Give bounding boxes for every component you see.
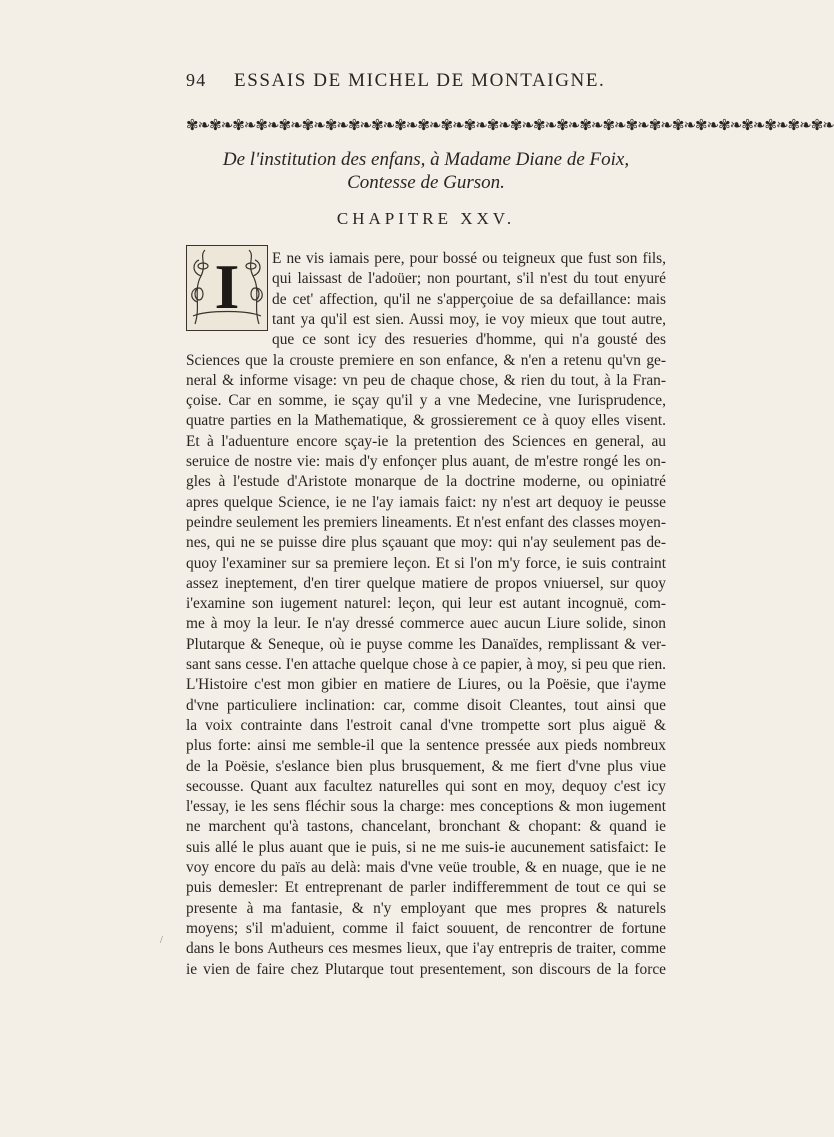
body-line: nes, qui ne se puisse dire plus sçauant que moy: qui n'ay seulement pas de-	[186, 534, 666, 552]
page-number: 94	[186, 70, 207, 90]
body-line: Plutarque & Seneque, où ie puyse comme les Danaïdes, remplissant & ver-	[186, 635, 666, 653]
body-line: apres quelque Science, ie ne l'ay iamais faict: ny n'est art dequoy ie peusse	[186, 493, 666, 511]
body-line: L'Histoire c'est mon gibier en matiere de Liures, ou la Poësie, que i'ayme	[186, 676, 666, 694]
initial-letter: I	[214, 251, 240, 322]
body-line: qui laissast de l'adoüer; non pourtant, s'il n'est du tout enyuré	[272, 270, 666, 288]
body-line: Et à l'aduenture encore sçay-ie la pretention des Sciences en general, au	[186, 432, 666, 450]
running-head-title: ESSAIS DE MICHEL DE MONTAIGNE.	[234, 70, 606, 91]
body-line: i'examine son iugement naturel: leçon, qui leur est autant incognuë, com-	[186, 595, 666, 613]
body-line: moyens; s'il m'aduient, comme il faict souuent, de rencontrer de fortune	[186, 919, 666, 937]
chapter-title-line: Contesse de Gurson.	[347, 172, 505, 193]
body-line: d'vne particuliere inclination: car, comme disoit Cleantes, tout ainsi que	[186, 696, 666, 714]
body-line: peindre seulement les premiers lineaments. Et n'est enfant des classes moyen-	[186, 513, 666, 531]
body-line: l'essay, ie les sens fléchir sous la charge: mes conceptions & mon iugement	[186, 798, 666, 816]
body-line: ne marchent qu'à tastons, chancelant, bronchant & chopant: & quand ie	[186, 818, 666, 836]
body-line: que ce sont icy des resueries d'homme, qui n'a gousté des	[272, 331, 666, 349]
chapter-number: CHAPITRE XXV.	[336, 209, 516, 228]
body-line: de la Poësie, s'eslance bien plus brusquement, & me fiert d'vne plus viue	[186, 757, 666, 775]
running-head	[186, 70, 666, 92]
body-line: de cet' affection, qu'il ne s'apperçoiue de sa defaillance: mais	[272, 290, 666, 308]
body-line: ie vien de faire chez Plutarque tout presentement, son discours de la force	[186, 960, 666, 978]
decorated-initial	[186, 245, 268, 331]
body-line: quatre parties en la Mathematique, & grossierement ce à quoy elles visent.	[186, 412, 666, 430]
body-line: voy encore du païs au delà: mais d'vne veüe trouble, & en nuage, que ie ne	[186, 859, 666, 876]
body-line: sant sans cesse. I'en attache quelque chose à ce papier, à moy, si peu que rien.	[186, 656, 666, 673]
body-line: dans le bons Autheurs ces mesmes lieux, que i'ay entrepris de traiter, comme	[186, 940, 666, 958]
body-line: puis demesler: Et entreprenant de parler indifferemment de tout ce qui se	[186, 879, 666, 897]
chapter-title-line: De l'institution des enfans, à Madame Diane de Foix,	[222, 149, 630, 170]
body-line: suis allé le plus auant que ie puis, si ne me suis-ie aucunement satisfaict: Ie	[186, 838, 666, 856]
body-line: me à moy la leur. Ie n'ay dressé commerce auec aucun Liure solide, sinon	[186, 615, 666, 633]
body-line: assez ineptement, d'en tirer quelque matiere de propos vniuersel, sur quoy	[186, 574, 666, 592]
chapter-title	[186, 148, 666, 194]
body-line: la voix contrainte dans l'estroit canal d'vne trompette sort plus aiguë &	[186, 716, 666, 734]
body-line: Sciences que la crouste premiere en son enfance, & n'en a retenu qu'vn ge-	[186, 351, 666, 369]
body-line: plus forte: ainsi me semble-il que la sentence pressée aux pieds nombreux	[186, 737, 666, 755]
ornament-band: ✾❧✾❧✾❧✾❧✾❧✾❧✾❧✾❧✾❧✾❧✾❧✾❧✾❧✾❧✾❧✾❧✾❧✾❧✾❧✾❧✾❧✾❧✾❧✾❧✾❧✾❧✾❧✾❧	[186, 118, 834, 134]
body-line: quoy l'examiner sur sa premiere leçon. Et si l'on m'y force, ie suis contraint	[186, 554, 666, 572]
margin-mark: /	[160, 935, 163, 946]
body-line: seruice de nostre vie: mais d'y enfonçer plus auant, de m'estre rongé les on-	[186, 453, 666, 470]
body-line: neral & informe visage: vn peu de chaque chose, & rien du tout, à la Fran-	[186, 371, 666, 389]
body-line: tant ya qu'il est sien. Aussi moy, ie voy mieux que tout autre,	[272, 310, 666, 328]
body-line: secousse. Quant aux facultez naturelles qui sont en moy, dequoy c'est icy	[186, 777, 666, 795]
body-line: çoise. Car en somme, ie sçay qu'il y a vne Medecine, vne Iurisprudence,	[186, 392, 666, 410]
body-line: gles à l'estude d'Aristote monarque de la doctrine moderne, ou opiniatré	[186, 473, 666, 491]
body-line: E ne vis iamais pere, pour bossé ou teigneux que fust son fils,	[272, 250, 666, 267]
body-line: presente à ma fantasie, & n'y employant que mes propres & naturels	[186, 899, 666, 917]
